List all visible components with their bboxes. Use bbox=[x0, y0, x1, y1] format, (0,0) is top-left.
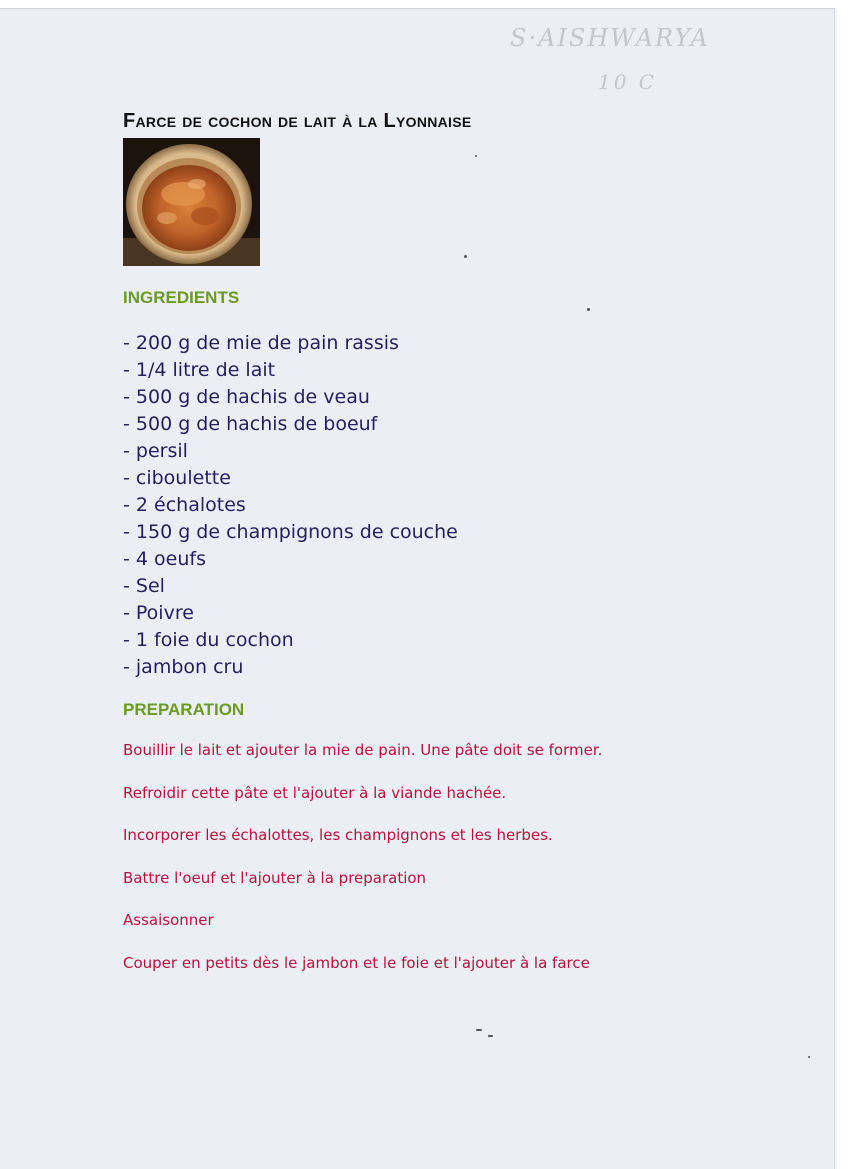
preparation-step: Incorporer les échalottes, les champignons et les herbes. bbox=[123, 826, 553, 845]
scan-speck bbox=[587, 308, 590, 311]
ingredient-item: - 1/4 litre de lait bbox=[123, 359, 276, 381]
preparation-heading: PREPARATION bbox=[123, 700, 245, 719]
ingredient-item: - 2 échalotes bbox=[123, 494, 246, 516]
ingredient-item: - ciboulette bbox=[123, 467, 231, 489]
dish-photo bbox=[123, 138, 260, 266]
ingredient-item: - Poivre bbox=[123, 602, 194, 624]
ingredients-list bbox=[123, 330, 458, 681]
ingredient-item: - 4 oeufs bbox=[123, 548, 206, 570]
ingredient-item: - 500 g de hachis de boeuf bbox=[123, 413, 378, 435]
handwritten-class: 10 C bbox=[598, 70, 658, 94]
preparation-steps bbox=[123, 740, 602, 996]
ingredients-heading: INGREDIENTS bbox=[123, 288, 240, 307]
recipe-title: Farce de cochon de lait à la Lyonnaise bbox=[123, 110, 472, 132]
scan-speck bbox=[808, 1056, 810, 1058]
ingredient-item: - persil bbox=[123, 440, 188, 462]
preparation-step: Refroidir cette pâte et l'ajouter à la viande hachée. bbox=[123, 783, 507, 802]
preparation-step: Bouillir le lait et ajouter la mie de pain. Une pâte doit se former. bbox=[123, 741, 603, 759]
ingredient-item: - 1 foie du cochon bbox=[123, 629, 294, 651]
sheet-top-edge bbox=[0, 8, 834, 9]
dish-photo-illustration bbox=[123, 138, 260, 266]
ingredient-item: - jambon cru bbox=[123, 656, 244, 678]
preparation-step: Battre l'oeuf et l'ajouter à la preparation bbox=[123, 868, 427, 887]
preparation-step: Couper en petits dès le jambon et le foie et l'ajouter à la farce bbox=[123, 953, 590, 972]
handwritten-name: S·AISHWARYA bbox=[510, 24, 710, 52]
ingredient-item: - 200 g de mie de pain rassis bbox=[123, 332, 399, 354]
scan-speck bbox=[488, 1035, 493, 1037]
scan-speck bbox=[464, 255, 467, 258]
scan-speck bbox=[475, 155, 477, 157]
ingredient-item: - 500 g de hachis de veau bbox=[123, 386, 370, 408]
ingredient-item: - Sel bbox=[123, 575, 165, 597]
ingredient-item: - 150 g de champignons de couche bbox=[123, 521, 458, 543]
scan-speck bbox=[476, 1029, 482, 1031]
preparation-step: Assaisonner bbox=[123, 911, 214, 930]
